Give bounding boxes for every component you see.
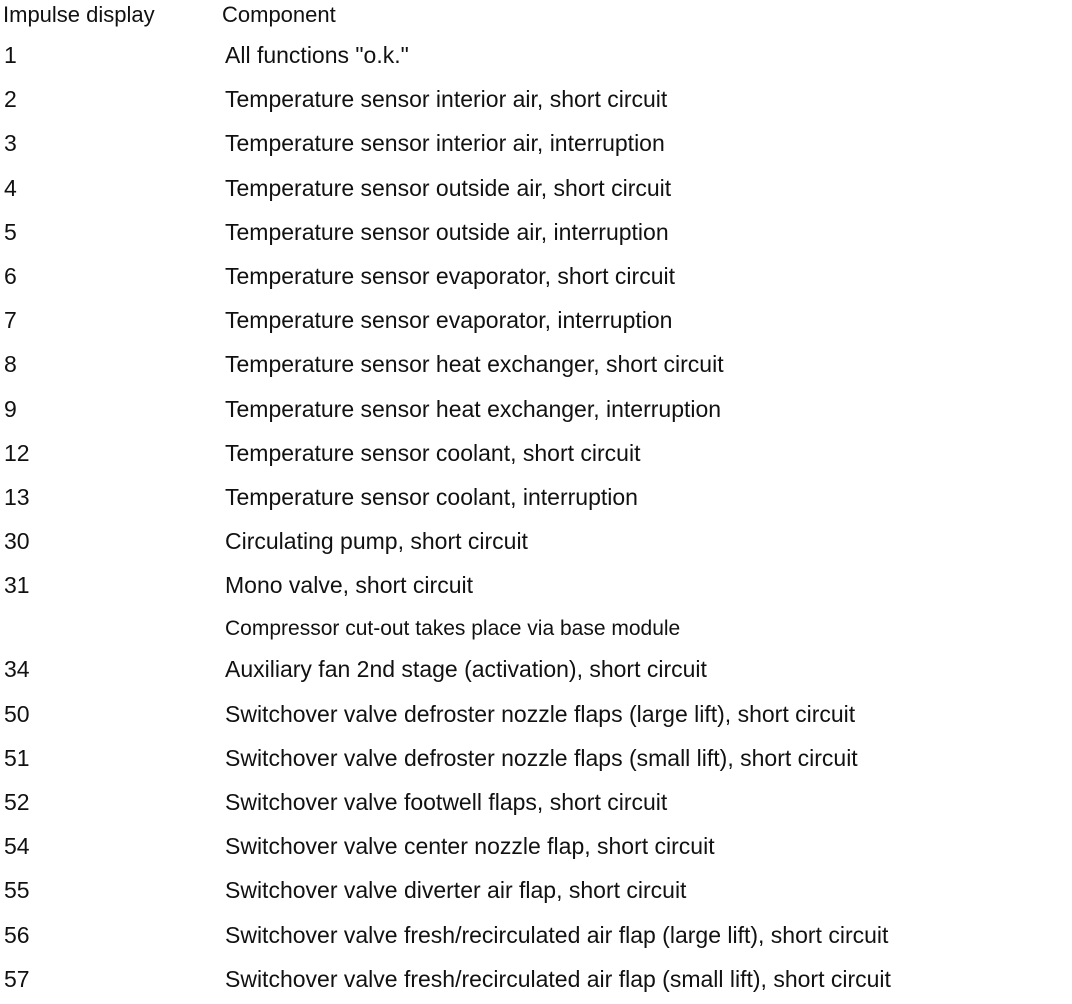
component-text: Switchover valve footwell flaps, short circuit [225, 789, 668, 815]
header-component: Component [222, 2, 336, 27]
impulse-code: 34 [4, 656, 30, 683]
table-row [0, 783, 1072, 827]
table-row [0, 871, 1072, 915]
impulse-code: 57 [4, 965, 30, 992]
table-row [0, 345, 1072, 389]
table-row [0, 301, 1072, 345]
impulse-code: 30 [4, 528, 30, 555]
component-text: Auxiliary fan 2nd stage (activation), short circuit [225, 656, 707, 683]
component-text: Temperature sensor outside air, interruption [225, 218, 669, 245]
component-text: Temperature sensor interior air, interruption [225, 130, 665, 157]
table-row [0, 960, 1072, 1004]
table-row [0, 434, 1072, 478]
table-row [0, 390, 1072, 434]
table-row [0, 650, 1072, 694]
impulse-code: 1 [4, 42, 17, 68]
table-row [0, 478, 1072, 522]
impulse-code: 9 [4, 395, 17, 422]
impulse-code: 52 [4, 789, 30, 815]
table-row [0, 80, 1072, 124]
table-row [0, 257, 1072, 301]
table-body [0, 36, 1072, 1004]
table-row [0, 827, 1072, 871]
impulse-code: 31 [4, 572, 30, 599]
component-text: Switchover valve fresh/recirculated air flap (large lift), short circuit [225, 921, 889, 948]
impulse-code: 55 [4, 877, 30, 904]
component-text: Temperature sensor evaporator, short circuit [225, 262, 675, 289]
table-row [0, 36, 1072, 80]
impulse-code: 54 [4, 833, 30, 860]
component-text: Switchover valve center nozzle flap, short circuit [225, 833, 715, 860]
component-text: Temperature sensor coolant, interruption [225, 483, 638, 510]
component-text: Switchover valve defroster nozzle flaps (small lift), short circuit [225, 744, 858, 771]
component-text: Temperature sensor heat exchanger, interruption [225, 395, 722, 422]
component-text: Switchover valve fresh/recirculated air flap (small lift), short circuit [225, 965, 891, 992]
table-row [0, 695, 1072, 739]
table-row [0, 522, 1072, 566]
component-text: Temperature sensor interior air, short circuit [225, 86, 668, 113]
component-text: Switchover valve defroster nozzle flaps (large lift), short circuit [225, 700, 856, 727]
impulse-code: 50 [4, 700, 30, 727]
component-text: Switchover valve diverter air flap, short circuit [225, 877, 687, 904]
table-row [0, 739, 1072, 783]
component-note-text: Compressor cut-out takes place via base module [225, 617, 681, 641]
component-text: Temperature sensor coolant, short circuit [225, 439, 641, 466]
component-text: Circulating pump, short circuit [225, 528, 528, 555]
component-text: Temperature sensor evaporator, interruption [225, 307, 673, 334]
impulse-code: 5 [4, 218, 17, 245]
impulse-code: 8 [4, 351, 17, 378]
impulse-code: 12 [4, 439, 30, 466]
table-row [0, 566, 1072, 610]
table-row [0, 169, 1072, 213]
impulse-code: 13 [4, 483, 30, 510]
component-text: Temperature sensor heat exchanger, short circuit [225, 351, 724, 378]
component-text: Mono valve, short circuit [225, 572, 473, 599]
table-row [0, 916, 1072, 960]
component-text: All functions "o.k." [225, 42, 409, 68]
component-text: Temperature sensor outside air, short circuit [225, 174, 672, 201]
impulse-code: 56 [4, 921, 30, 948]
table-row [0, 124, 1072, 168]
table-row [0, 213, 1072, 257]
table-row-note [0, 610, 1072, 650]
impulse-code: 7 [4, 307, 17, 334]
impulse-code: 51 [4, 744, 30, 771]
impulse-code: 3 [4, 130, 17, 157]
table-header [0, 0, 1072, 30]
header-impulse-display: Impulse display [3, 2, 155, 27]
impulse-code: 6 [4, 262, 17, 289]
impulse-code: 4 [4, 174, 17, 201]
impulse-code: 2 [4, 86, 17, 113]
